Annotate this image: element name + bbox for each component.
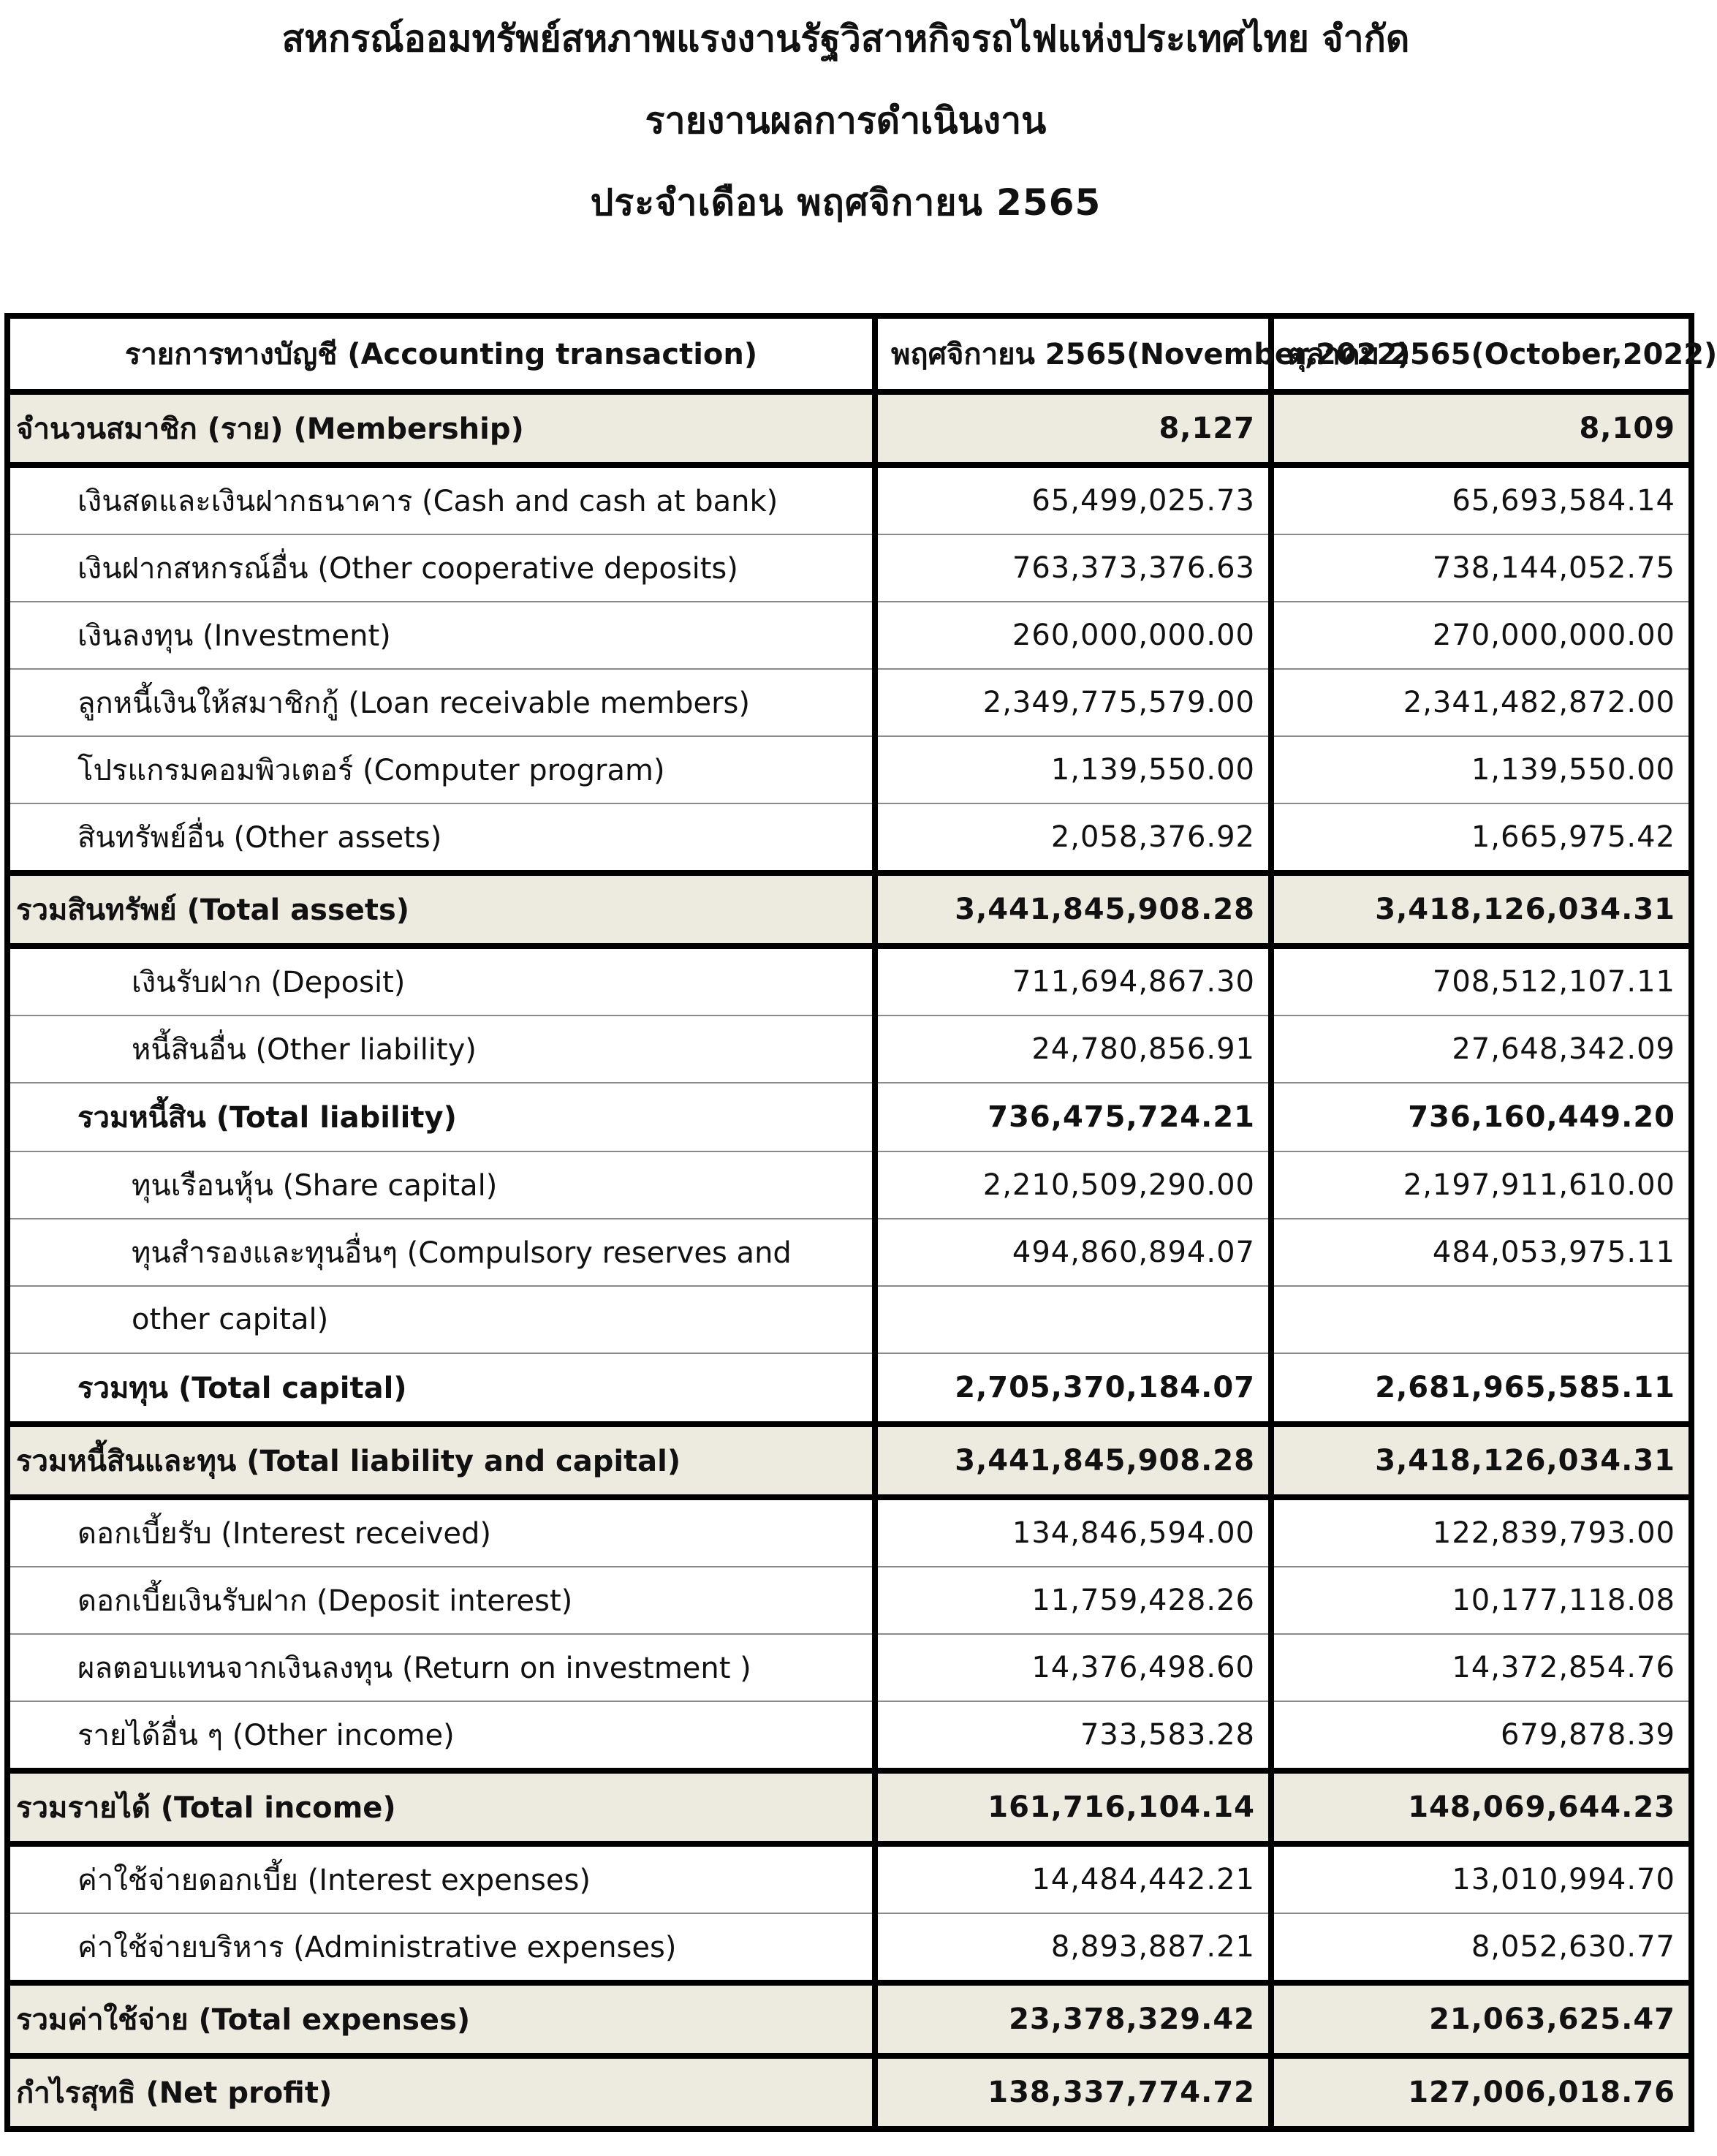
value-november: 24,780,856.91 bbox=[875, 1015, 1271, 1083]
row-label: other capital) bbox=[7, 1286, 875, 1353]
row-label: เงินฝากสหกรณ์อื่น (Other cooperative deposits) bbox=[7, 534, 875, 602]
value-november: 14,376,498.60 bbox=[875, 1634, 1271, 1701]
value-october: 65,693,584.14 bbox=[1271, 465, 1691, 534]
summary-row bbox=[7, 1083, 1691, 1151]
table-row bbox=[7, 1701, 1691, 1771]
column-header-november: พฤศจิกายน 2565(November,2022) bbox=[875, 316, 1271, 392]
row-label: เงินรับฝาก (Deposit) bbox=[7, 946, 875, 1015]
row-label: รวมรายได้ (Total income) bbox=[7, 1771, 875, 1844]
row-label: โปรแกรมคอมพิวเตอร์ (Computer program) bbox=[7, 736, 875, 803]
value-november: 8,127 bbox=[875, 392, 1271, 465]
value-november: 23,378,329.42 bbox=[875, 1983, 1271, 2056]
value-november: 3,441,845,908.28 bbox=[875, 1424, 1271, 1497]
row-label: สินทรัพย์อื่น (Other assets) bbox=[7, 803, 875, 873]
table-row bbox=[7, 1567, 1691, 1634]
value-november: 733,583.28 bbox=[875, 1701, 1271, 1771]
table-row bbox=[7, 736, 1691, 803]
value-november: 3,441,845,908.28 bbox=[875, 873, 1271, 946]
value-october: 8,052,630.77 bbox=[1271, 1913, 1691, 1983]
column-header-october: ตุลาคม 2565(October,2022) bbox=[1271, 316, 1691, 392]
row-label: รวมค่าใช้จ่าย (Total expenses) bbox=[7, 1983, 875, 2056]
value-october: 148,069,644.23 bbox=[1271, 1771, 1691, 1844]
value-october: 738,144,052.75 bbox=[1271, 534, 1691, 602]
value-november: 65,499,025.73 bbox=[875, 465, 1271, 534]
row-label: รวมทุน (Total capital) bbox=[7, 1353, 875, 1424]
value-october: 736,160,449.20 bbox=[1271, 1083, 1691, 1151]
table-row bbox=[7, 1151, 1691, 1219]
value-october: 1,139,550.00 bbox=[1271, 736, 1691, 803]
value-november: 1,139,550.00 bbox=[875, 736, 1271, 803]
row-label: ลูกหนี้เงินให้สมาชิกกู้ (Loan receivable members) bbox=[7, 669, 875, 736]
value-november: 711,694,867.30 bbox=[875, 946, 1271, 1015]
value-october: 8,109 bbox=[1271, 392, 1691, 465]
table-row bbox=[7, 1913, 1691, 1983]
table-row bbox=[7, 602, 1691, 669]
value-october: 2,341,482,872.00 bbox=[1271, 669, 1691, 736]
value-november: 11,759,428.26 bbox=[875, 1567, 1271, 1634]
value-november: 138,337,774.72 bbox=[875, 2056, 1271, 2129]
row-label: จำนวนสมาชิก (ราย) (Membership) bbox=[7, 392, 875, 465]
value-october: 3,418,126,034.31 bbox=[1271, 873, 1691, 946]
value-november: 134,846,594.00 bbox=[875, 1497, 1271, 1567]
summary-row bbox=[7, 1771, 1691, 1844]
value-november: 161,716,104.14 bbox=[875, 1771, 1271, 1844]
row-label: รวมหนี้สินและทุน (Total liability and capital) bbox=[7, 1424, 875, 1497]
value-november: 260,000,000.00 bbox=[875, 602, 1271, 669]
value-november bbox=[875, 1286, 1271, 1353]
table-row bbox=[7, 1844, 1691, 1913]
value-november: 14,484,442.21 bbox=[875, 1844, 1271, 1913]
summary-row bbox=[7, 2056, 1691, 2129]
row-label: ค่าใช้จ่ายดอกเบี้ย (Interest expenses) bbox=[7, 1844, 875, 1913]
value-november: 494,860,894.07 bbox=[875, 1219, 1271, 1286]
value-october: 270,000,000.00 bbox=[1271, 602, 1691, 669]
value-october bbox=[1271, 1286, 1691, 1353]
table-row bbox=[7, 534, 1691, 602]
organization-name: สหกรณ์ออมทรัพย์สหภาพแรงงานรัฐวิสาหกิจรถไฟแห่งประเทศไทย จำกัด bbox=[281, 18, 1410, 60]
row-label: ดอกเบี้ยรับ (Interest received) bbox=[7, 1497, 875, 1567]
value-october: 127,006,018.76 bbox=[1271, 2056, 1691, 2129]
table-row bbox=[7, 803, 1691, 873]
value-october: 708,512,107.11 bbox=[1271, 946, 1691, 1015]
financial-report-table bbox=[4, 313, 1717, 2132]
value-november: 2,210,509,290.00 bbox=[875, 1151, 1271, 1219]
table-row bbox=[7, 1286, 1691, 1353]
row-label: รวมหนี้สิน (Total liability) bbox=[7, 1083, 875, 1151]
value-october: 13,010,994.70 bbox=[1271, 1844, 1691, 1913]
row-label: รายได้อื่น ๆ (Other income) bbox=[7, 1701, 875, 1771]
row-label: ผลตอบแทนจากเงินลงทุน (Return on investment ) bbox=[7, 1634, 875, 1701]
value-october: 1,665,975.42 bbox=[1271, 803, 1691, 873]
column-header-transaction: รายการทางบัญชี (Accounting transaction) bbox=[7, 316, 875, 392]
value-november: 2,349,775,579.00 bbox=[875, 669, 1271, 736]
report-title: รายงานผลการดำเนินงาน bbox=[645, 99, 1047, 142]
row-label: ทุนเรือนหุ้น (Share capital) bbox=[7, 1151, 875, 1219]
value-october: 2,681,965,585.11 bbox=[1271, 1353, 1691, 1424]
value-october: 2,197,911,610.00 bbox=[1271, 1151, 1691, 1219]
value-october: 3,418,126,034.31 bbox=[1271, 1424, 1691, 1497]
value-november: 2,705,370,184.07 bbox=[875, 1353, 1271, 1424]
value-november: 736,475,724.21 bbox=[875, 1083, 1271, 1151]
row-label: ดอกเบี้ยเงินรับฝาก (Deposit interest) bbox=[7, 1567, 875, 1634]
row-label: กำไรสุทธิ (Net profit) bbox=[7, 2056, 875, 2129]
value-october: 27,648,342.09 bbox=[1271, 1015, 1691, 1083]
row-label: ค่าใช้จ่ายบริหาร (Administrative expenses) bbox=[7, 1913, 875, 1983]
report-period: ประจำเดือน พฤศจิกายน 2565 bbox=[590, 181, 1102, 224]
value-october: 14,372,854.76 bbox=[1271, 1634, 1691, 1701]
row-label: เงินสดและเงินฝากธนาคาร (Cash and cash at bank) bbox=[7, 465, 875, 534]
summary-row bbox=[7, 873, 1691, 946]
value-november: 8,893,887.21 bbox=[875, 1913, 1271, 1983]
value-november: 2,058,376.92 bbox=[875, 803, 1271, 873]
value-october: 10,177,118.08 bbox=[1271, 1567, 1691, 1634]
table-row bbox=[7, 1497, 1691, 1567]
table-row bbox=[7, 1634, 1691, 1701]
table-header-row bbox=[7, 316, 1691, 392]
row-label: เงินลงทุน (Investment) bbox=[7, 602, 875, 669]
summary-row bbox=[7, 1424, 1691, 1497]
row-label: รวมสินทรัพย์ (Total assets) bbox=[7, 873, 875, 946]
summary-row bbox=[7, 392, 1691, 465]
summary-row bbox=[7, 1983, 1691, 2056]
row-label: ทุนสำรองและทุนอื่นๆ (Compulsory reserves and bbox=[7, 1219, 875, 1286]
table-row bbox=[7, 946, 1691, 1015]
table-row bbox=[7, 465, 1691, 534]
value-october: 484,053,975.11 bbox=[1271, 1219, 1691, 1286]
table-row bbox=[7, 1219, 1691, 1286]
table-row bbox=[7, 1015, 1691, 1083]
summary-row bbox=[7, 1353, 1691, 1424]
value-november: 763,373,376.63 bbox=[875, 534, 1271, 602]
table-row bbox=[7, 669, 1691, 736]
value-october: 679,878.39 bbox=[1271, 1701, 1691, 1771]
value-october: 122,839,793.00 bbox=[1271, 1497, 1691, 1567]
value-october: 21,063,625.47 bbox=[1271, 1983, 1691, 2056]
row-label: หนี้สินอื่น (Other liability) bbox=[7, 1015, 875, 1083]
